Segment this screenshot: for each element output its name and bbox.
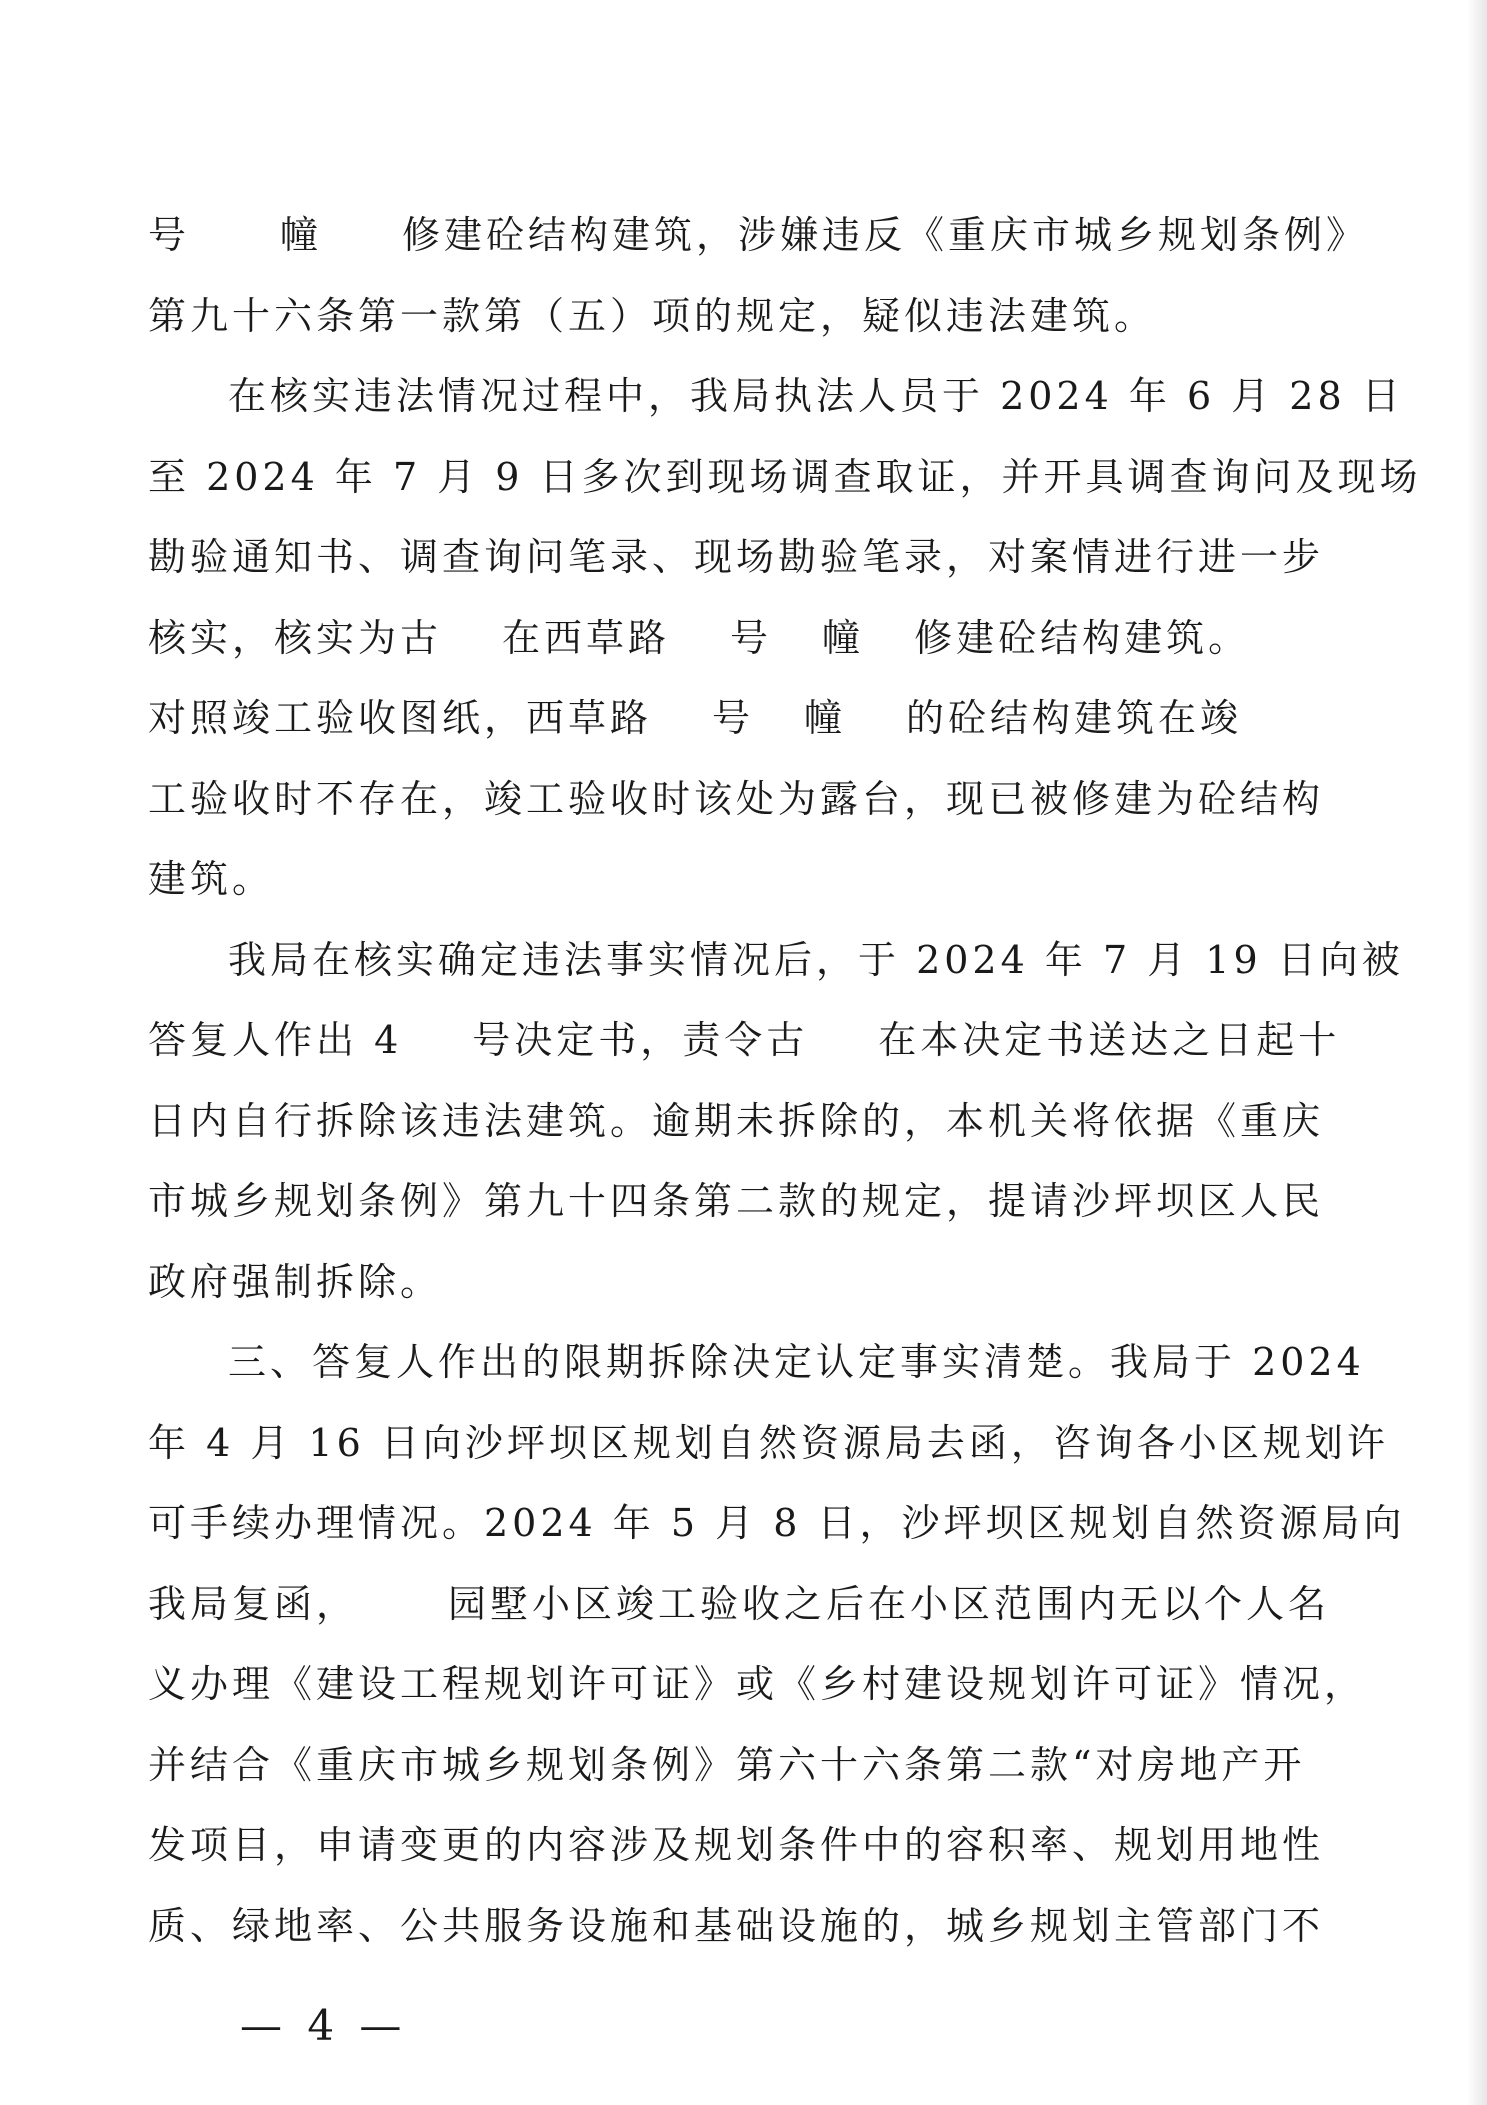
text-fragment: 核实，核实为古 [148, 615, 443, 660]
text-fragment: 对照竣工验收图纸，西草路 [148, 696, 653, 740]
text-fragment: 在西草路 [502, 615, 671, 660]
text-line [148, 276, 1278, 356]
redaction [322, 219, 402, 259]
text-line [228, 1322, 1365, 1402]
text-line [148, 1161, 1325, 1241]
text-line [228, 356, 1404, 436]
text-line [148, 1644, 1367, 1724]
text-fragment: 义办理《建设工程规划许可证》或《乡村建设规划许可证》情况， [148, 1662, 1367, 1706]
text-fragment: 我局在核实确定违法事实情况后，于 2024 年 7 月 19 日向被 [228, 937, 1404, 982]
text-fragment: 号 [712, 696, 755, 740]
text-line [148, 1403, 1389, 1483]
text-fragment: 日内自行拆除该违法建筑。逾期未拆除的，本机关将依据《重庆 [148, 1098, 1325, 1143]
redaction [864, 621, 914, 661]
redaction [772, 621, 822, 661]
text-fragment: 号决定书，责令古 [472, 1018, 809, 1062]
text-line [148, 1242, 1278, 1322]
text-fragment: 在核实违法情况过程中，我局执法人员于 2024 年 6 月 28 日 [228, 374, 1404, 418]
text-line [148, 1886, 1325, 1966]
text-fragment: 勘验通知书、调查询问笔录、现场勘验笔录，对案情进行进一步 [148, 535, 1325, 579]
redaction [442, 621, 502, 661]
text-fragment: 政府强制拆除。 [148, 1259, 443, 1304]
text-line [228, 920, 1404, 1000]
redaction [754, 702, 804, 742]
text-fragment: 建筑。 [148, 857, 275, 901]
text-fragment: 园墅小区竣工验收之后在小区范围内无以个人名 [448, 1581, 1331, 1626]
text-line [148, 1000, 1341, 1080]
page-number: — 4 — [240, 2001, 408, 2050]
redaction [358, 1587, 448, 1627]
text-fragment: 幢 [822, 615, 865, 660]
text-line [148, 759, 1325, 839]
text-fragment: 幢 [280, 213, 323, 257]
text-line [148, 437, 1422, 517]
text-line [148, 1805, 1325, 1885]
redaction [402, 1024, 472, 1064]
text-line [148, 517, 1325, 597]
text-line [148, 598, 1278, 678]
text-line [148, 678, 1278, 758]
scan-edge-shadow [1467, 0, 1487, 2105]
text-fragment: 号 [730, 615, 773, 660]
redaction [652, 702, 712, 742]
text-fragment: 我局复函， [148, 1581, 359, 1626]
text-fragment: 修建砼结构建筑。 [914, 615, 1251, 660]
redaction [190, 219, 280, 259]
text-fragment: 的砼结构建筑在竣 [906, 696, 1243, 740]
text-fragment: 至 2024 年 7 月 9 日多次到现场调查取证，并开具调查询问及现场 [148, 454, 1422, 499]
text-fragment: 可手续办理情况。2024 年 5 月 8 日，沙坪坝区规划自然资源局向 [148, 1501, 1406, 1545]
text-fragment: 幢 [804, 696, 847, 740]
text-fragment: 质、绿地率、公共服务设施和基础设施的，城乡规划主管部门不 [148, 1903, 1325, 1948]
text-line [148, 1081, 1325, 1161]
text-fragment: 第九十六条第一款第（五）项的规定，疑似违法建筑。 [148, 293, 1157, 338]
text-fragment: 在本决定书送达之日起十 [878, 1018, 1341, 1062]
text-fragment: 修建砼结构建筑，涉嫌违反《重庆市城乡规划条例》 [402, 213, 1369, 257]
text-fragment: 年 4 月 16 日向沙坪坝区规划自然资源局去函，咨询各小区规划许 [148, 1420, 1389, 1465]
redaction [846, 702, 906, 742]
text-fragment: 发项目，申请变更的内容涉及规划条件中的容积率、规划用地性 [148, 1823, 1325, 1867]
text-line [148, 1564, 1331, 1644]
text-fragment: 三、答复人作出的限期拆除决定认定事实清楚。我局于 2024 [228, 1340, 1365, 1384]
text-fragment: 并结合《重庆市城乡规划条例》第六十六条第二款“对房地产开 [148, 1742, 1306, 1787]
text-fragment: 工验收时不存在，竣工验收时该处为露台，现已被修建为砼结构 [148, 776, 1325, 821]
text-line [148, 1725, 1306, 1805]
text-fragment: 号 [148, 213, 191, 257]
redaction [808, 1024, 878, 1064]
text-fragment: 市城乡规划条例》第九十四条第二款的规定，提请沙坪坝区人民 [148, 1179, 1325, 1223]
text-line [148, 195, 1369, 275]
redaction [670, 621, 730, 661]
text-line [148, 1483, 1406, 1563]
text-line [148, 839, 1278, 919]
text-fragment: 答复人作出 4 [148, 1018, 403, 1062]
